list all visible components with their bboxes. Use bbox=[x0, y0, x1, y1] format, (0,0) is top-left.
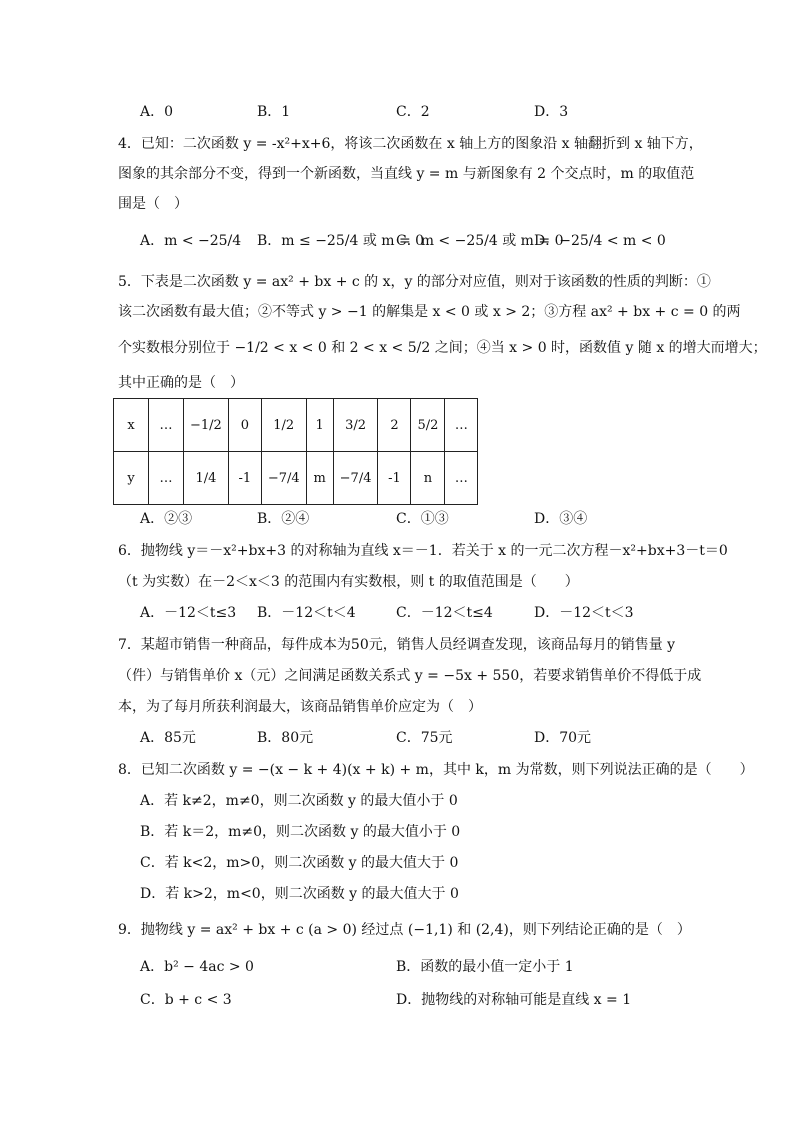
q6-option-c: C．－12＜t≤4 bbox=[396, 605, 493, 621]
q9-option-c: C．b + c < 3 bbox=[140, 992, 232, 1008]
q4-option-b: B．m ≤ −25/4 或 m = 0 bbox=[257, 233, 425, 249]
table-cell: 2 bbox=[378, 399, 411, 452]
q3-option-a: A．0 bbox=[140, 104, 174, 120]
q8-option-a: A．若 k≠2，m≠0，则二次函数 y 的最大值小于 0 bbox=[140, 793, 458, 809]
q7-line-2: （件）与销售单价 x（元）之间满足函数关系式 y = −5x + 550，若要求销售单价不得低于成 bbox=[118, 668, 702, 684]
q5-option-c: C．①③ bbox=[396, 511, 449, 527]
table-cell: 5/2 bbox=[411, 399, 445, 452]
q6-option-d: D．－12＜t＜3 bbox=[534, 605, 634, 621]
q3-option-b: B．1 bbox=[257, 104, 291, 120]
q6-option-a: A．－12＜t≤3 bbox=[140, 605, 237, 621]
q5-line-1: 5．下表是二次函数 y = ax² + bx + c 的 x，y 的部分对应值，则对于该函数的性质的判断：① bbox=[118, 274, 711, 290]
table-cell: … bbox=[445, 399, 478, 452]
q7-option-c: C．75元 bbox=[396, 730, 453, 746]
q9-line-1: 9．抛物线 y = ax² + bx + c (a > 0) 经过点 (−1,1) 和 (2,4)，则下列结论正确的是（ ） bbox=[118, 922, 691, 938]
table-cell: -1 bbox=[378, 452, 411, 505]
table-cell: … bbox=[149, 452, 184, 505]
q7-option-d: D．70元 bbox=[534, 730, 592, 746]
q7-option-a: A．85元 bbox=[140, 730, 196, 746]
table-cell: x bbox=[114, 399, 149, 452]
table-cell: −7/4 bbox=[261, 452, 306, 505]
q6-line-2: （t 为实数）在－2＜x＜3 的范围内有实数根，则 t 的取值范围是（ ） bbox=[118, 574, 579, 590]
q7-line-1: 7．某超市销售一种商品，每件成本为50元，销售人员经调查发现，该商品每月的销售量 y bbox=[118, 637, 676, 653]
q9-option-b: B．函数的最小值一定小于 1 bbox=[396, 959, 574, 975]
q3-option-d: D．3 bbox=[534, 104, 569, 120]
table-cell: -1 bbox=[228, 452, 261, 505]
table-cell: y bbox=[114, 452, 149, 505]
table-row-y bbox=[114, 452, 478, 505]
table-cell: … bbox=[445, 452, 478, 505]
q4-line-2: 图象的其余部分不变，得到一个新函数，当直线 y = m 与新图象有 2 个交点时，m 的取值范 bbox=[118, 166, 695, 182]
table-cell: n bbox=[411, 452, 445, 505]
table-cell: 1 bbox=[306, 399, 333, 452]
q5-option-a: A．②③ bbox=[140, 511, 193, 527]
q9-option-d: D．抛物线的对称轴可能是直线 x = 1 bbox=[396, 992, 632, 1008]
q8-option-b: B．若 k＝2，m≠0，则二次函数 y 的最大值小于 0 bbox=[140, 824, 461, 840]
q4-option-d: D．−25/4 < m < 0 bbox=[534, 233, 666, 249]
table-cell: 0 bbox=[228, 399, 261, 452]
q7-option-b: B．80元 bbox=[257, 730, 314, 746]
q4-line-3: 围是（ ） bbox=[118, 196, 188, 212]
q6-option-b: B．－12＜t＜4 bbox=[257, 605, 356, 621]
q5-option-b: B．②④ bbox=[257, 511, 310, 527]
table-cell: 1/2 bbox=[261, 399, 306, 452]
table-row-x bbox=[114, 399, 478, 452]
q8-line-1: 8．已知二次函数 y = −(x − k + 4)(x + k) + m，其中 k，m 为常数，则下列说法正确的是（ ） bbox=[118, 762, 754, 778]
q4-line-1: 4．已知：二次函数 y = -x²+x+6，将该二次函数在 x 轴上方的图象沿 x 轴翻折到 x 轴下方， bbox=[118, 136, 703, 152]
q5-value-table bbox=[113, 398, 478, 505]
q4-option-a: A．m < −25/4 bbox=[140, 233, 242, 249]
q9-option-a: A．b² − 4ac > 0 bbox=[140, 959, 254, 975]
table-cell: 1/4 bbox=[184, 452, 229, 505]
q8-option-c: C．若 k<2，m>0，则二次函数 y 的最大值大于 0 bbox=[140, 855, 459, 871]
q5-line-2: 该二次函数有最大值；②不等式 y > −1 的解集是 x < 0 或 x > 2；③方程 ax² + bx + c = 0 的两 bbox=[118, 304, 741, 320]
q5-line-4: 其中正确的是（ ） bbox=[118, 375, 244, 391]
q5-line-3: 个实数根分别位于 −1/2 < x < 0 和 2 < x < 5/2 之间；④当 x > 0 时，函数值 y 随 x 的增大而增大； bbox=[118, 340, 767, 356]
q8-option-d: D．若 k>2，m<0，则二次函数 y 的最大值大于 0 bbox=[140, 886, 459, 902]
q4-option-c: C．m < −25/4 或 m = 0 bbox=[396, 233, 564, 249]
table-cell: m bbox=[306, 452, 333, 505]
q6-line-1: 6．抛物线 y＝－x²+bx+3 的对称轴为直线 x＝－1．若关于 x 的一元二次方程－x²+bx+3－t＝0 bbox=[118, 543, 728, 559]
q7-line-3: 本，为了每月所获利润最大，该商品销售单价应定为（ ） bbox=[118, 699, 482, 715]
table-cell: 3/2 bbox=[333, 399, 378, 452]
table-cell: … bbox=[149, 399, 184, 452]
table-cell: −1/2 bbox=[184, 399, 229, 452]
q5-option-d: D．③④ bbox=[534, 511, 588, 527]
q3-option-c: C．2 bbox=[396, 104, 430, 120]
table-cell: −7/4 bbox=[333, 452, 378, 505]
